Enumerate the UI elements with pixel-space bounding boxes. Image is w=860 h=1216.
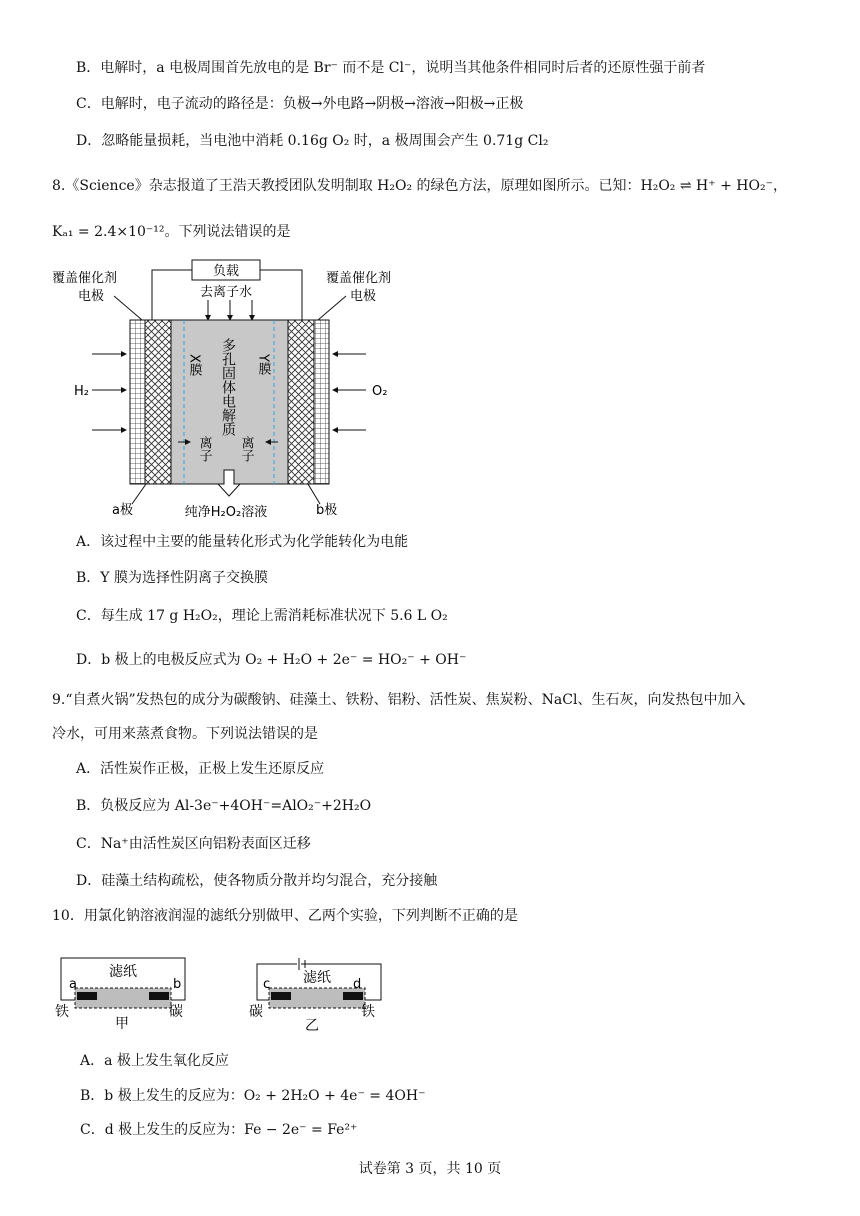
c-electrode [271, 992, 291, 1000]
carbon2-label: 碳 [249, 1004, 263, 1020]
q10-stem: 10．用氯化钠溶液润湿的滤纸分别做甲、乙两个实验，下列判断不正确的是 [52, 908, 518, 924]
o2-label: O₂ [372, 384, 388, 399]
q10-option-c: C．d 极上发生的反应为：Fe − 2e⁻ = Fe²⁺ [80, 1122, 358, 1138]
a-electrode [77, 992, 97, 1000]
q7-option-b: B．电解时，a 电极周围首先放电的是 Br⁻ 而不是 Cl⁻，说明当其他条件相同时后者的还原性强于前者 [76, 60, 706, 76]
q9-option-d: D．硅藻土结构疏松，使各物质分散并均匀混合，充分接触 [76, 873, 438, 889]
y-membrane-label: Y膜 [255, 354, 271, 375]
q9-option-b: B．负极反应为 Al-3e⁻+4OH⁻=AlO₂⁻+2H₂O [76, 798, 372, 814]
yi-paper-label: 滤纸 [303, 970, 331, 986]
deionized-water-label: 去离子水 [199, 285, 253, 300]
load-label: 负载 [212, 264, 240, 279]
filter-paper-experiments-diagram [55, 950, 395, 1040]
jia-label: 甲 [115, 1016, 129, 1032]
product-label: 纯净H₂O₂溶液 [184, 505, 268, 520]
q9-stem-line1: 9.“自煮火锅”发热包的成分为碳酸钠、硅藻土、铁粉、铝粉、活性炭、焦炭粉、NaCl、生石灰，向发热包中加入 [52, 692, 746, 708]
x-membrane-label: X膜 [186, 354, 202, 376]
q10-option-b: B．b 极上发生的反应为：O₂ + 2H₂O + 4e⁻ = 4OH⁻ [80, 1088, 426, 1104]
ion-left-label: 离子 [196, 436, 212, 462]
right-electrode-label: 电极 [350, 289, 377, 304]
electrolysis-cell-diagram [50, 258, 400, 526]
right-catalyst-label: 覆盖催化剂 [326, 271, 392, 286]
a-label: a [69, 977, 77, 992]
yi-label: 乙 [305, 1018, 319, 1034]
right-grid-layer [314, 320, 329, 484]
left-electrode-label: 电极 [78, 289, 105, 304]
q7-option-d: D．忽略能量损耗，当电池中消耗 0.16g O₂ 时，a 极周围会产生 0.71g Cl₂ [76, 133, 549, 149]
d-label: d [353, 977, 362, 992]
b-label: b [173, 977, 182, 992]
q8-stem-line2: Kₐ₁ = 2.4×10⁻¹²。下列说法错误的是 [52, 224, 291, 240]
right-catalyst-layer [288, 320, 314, 484]
q8-stem-line1: 8.《Science》杂志报道了王浩天教授团队发明制取 H₂O₂ 的绿色方法，原理如图所示。已知：H₂O₂ ⇌ H⁺ + HO₂⁻， [52, 178, 787, 194]
iron2-label: 铁 [361, 1004, 375, 1020]
h2-label: H₂ [74, 384, 89, 399]
q8-option-b: B．Y 膜为选择性阴离子交换膜 [76, 570, 268, 586]
electrolyte-label: 多孔固体电解质 [220, 338, 236, 436]
iron1-label: 铁 [55, 1004, 69, 1020]
q7-option-c: C．电解时，电子流动的路径是：负极→外电路→阴极→溶液→阳极→正极 [76, 96, 524, 112]
carbon1-label: 碳 [169, 1004, 183, 1020]
q8-option-c: C．每生成 17 g H₂O₂，理论上需消耗标准状况下 5.6 L O₂ [76, 608, 448, 624]
b-pole-label: b极 [316, 503, 338, 518]
c-label: c [263, 977, 271, 992]
d-electrode [343, 992, 363, 1000]
q9-option-c: C．Na⁺由活性炭区向铝粉表面区迁移 [76, 836, 311, 852]
q8-option-d: D．b 极上的电极反应式为 O₂ + H₂O + 2e⁻ = HO₂⁻ + OH⁻ [76, 652, 467, 668]
q9-option-a: A．活性炭作正极，正极上发生还原反应 [76, 761, 325, 777]
q9-stem-line2: 冷水，可用来蒸煮食物。下列说法错误的是 [52, 726, 318, 742]
a-pole-label: a极 [112, 503, 133, 518]
page-footer: 试卷第 3 页，共 10 页 [358, 1161, 502, 1177]
ion-right-label: 离子 [238, 436, 254, 462]
jia-paper-label: 滤纸 [109, 964, 137, 980]
left-grid-layer [130, 320, 145, 484]
left-catalyst-layer [145, 320, 171, 484]
q10-option-a: A．a 极上发生氧化反应 [80, 1053, 229, 1069]
left-catalyst-label: 覆盖催化剂 [52, 271, 118, 286]
b-electrode [149, 992, 169, 1000]
q8-option-a: A．该过程中主要的能量转化形式为化学能转化为电能 [76, 534, 409, 550]
